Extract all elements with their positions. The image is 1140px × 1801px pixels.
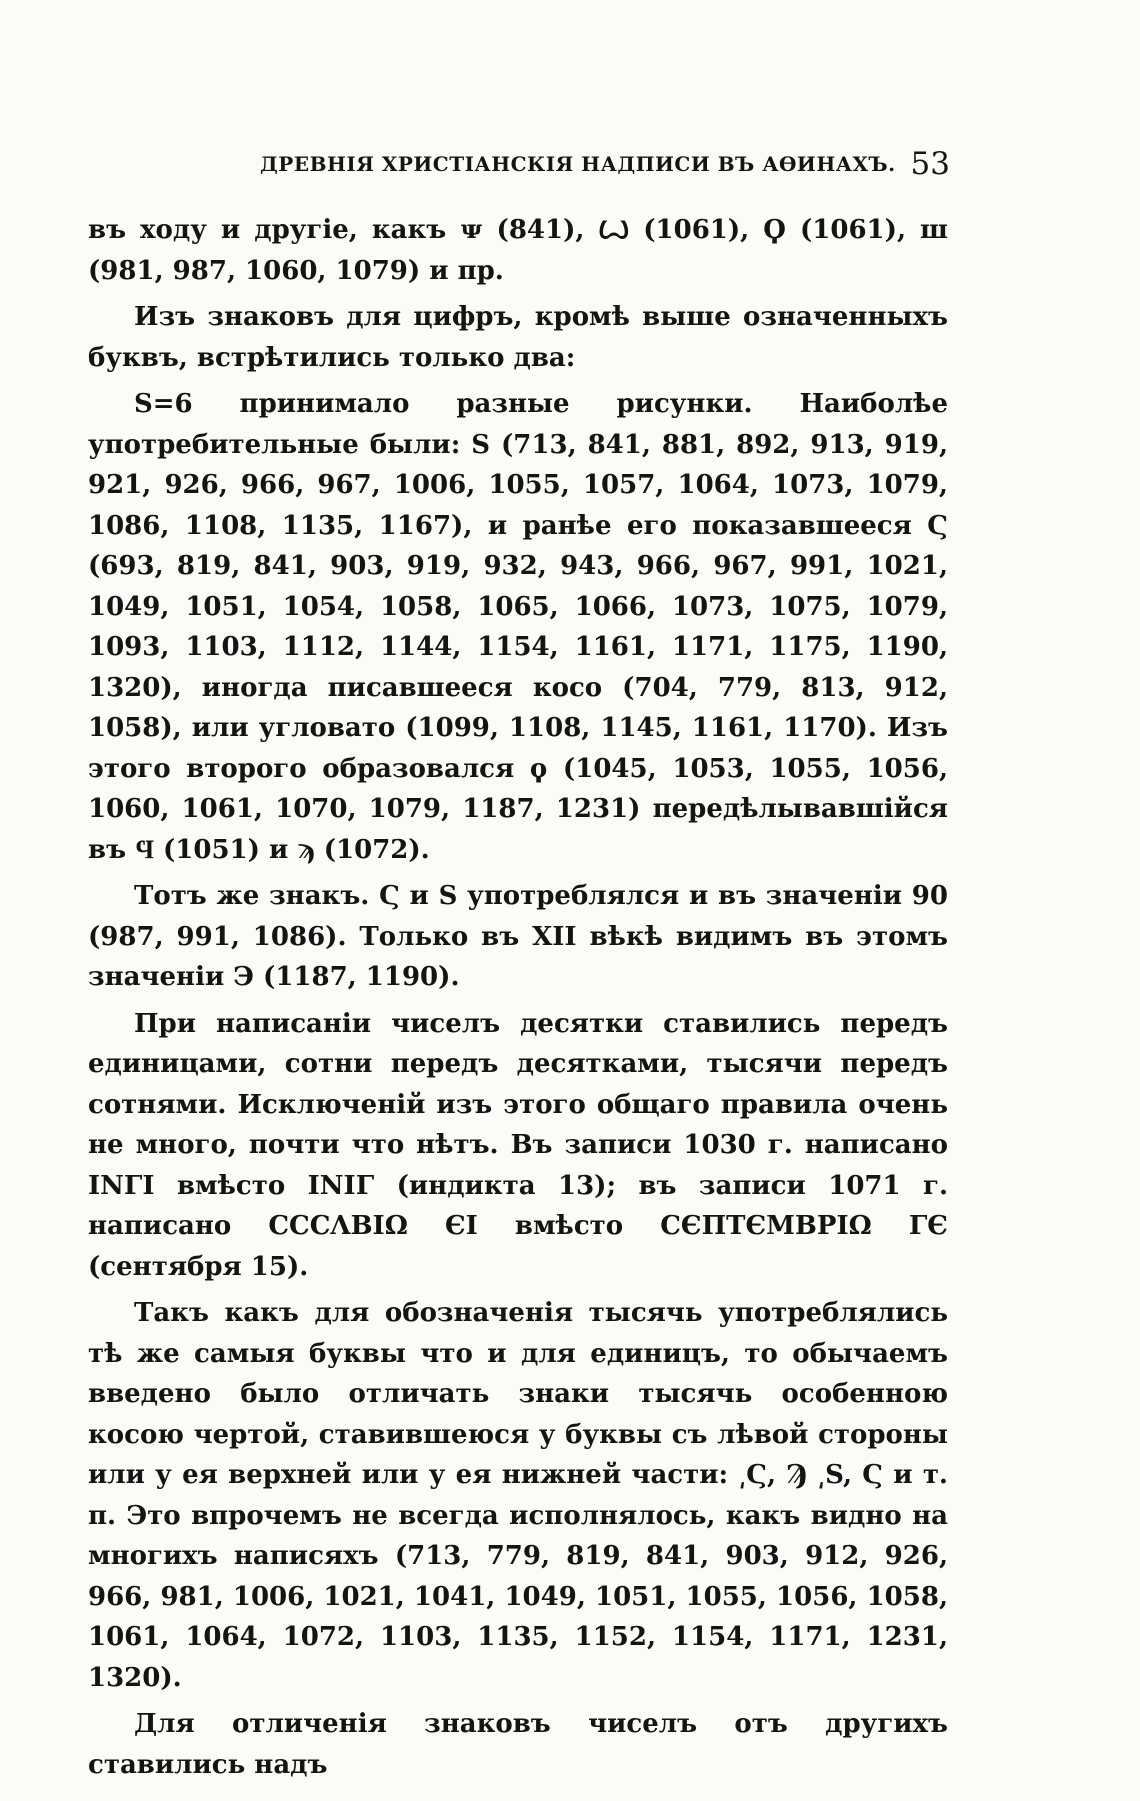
- running-title: ДРЕВНІЯ ХРИСТІАНСКІЯ НАДПИСИ ВЪ АѲИНАХЪ.: [260, 152, 896, 176]
- paragraph-1: въ ходу и другіе, какъ ᴪ (841), Ꙍ (1061), Ϙ (1061), ш (981, 987, 1060, 1079) и пр.: [88, 215, 948, 286]
- paragraph-3: S=6 принимало разные рисунки. Наиболѣе употребительные были: S (713, 841, 881, 892, 913, 919, 921, 926, 966, 967, 1006, 1055, 1057, 1064, 1073, 1079, 1086, 1108, 1135, 1167), и ранѣе его показавшееся Ϛ (693, 819, 841, 903, 919, 932, 943, 966, 967, 991, 1021, 1049, 1051, 1054, 1058, 1065, 1066, 1073, 1075, 1079, 1093, 1103, 1112, 1144, 1154, 1161, 1171, 1175, 1190, 1320), иногда писавшееся косо (704, 779, 813, 912, 1058), или угловато (1099, 1108, 1145, 1161, 1170). Изъ этого второго образовался ϙ (1045, 1053, 1055, 1056, 1060, 1061, 1070, 1079, 1187, 1231) передѣлывавшійся въ Ϥ (1051) и ϡ (1072).: [88, 389, 948, 865]
- paragraph-5: При написаніи чиселъ десятки ставились передъ единицами, сотни передъ десятками, тысячи передъ сотнями. Исключеній изъ этого общаго правила очень не много, почти что нѣтъ. Въ записи 1030 г. написано ΙΝΓΙ вмѣсто ΙΝΙΓ (индикта 13); въ записи 1071 г. написано CCCΛΒΙΩ ЄΙ вмѣсто CЄΠΤЄΜΒΡΙΩ ΓЄ (сентября 15).: [88, 1008, 948, 1282]
- page-header: [90, 148, 950, 188]
- paragraph-2: Изъ знаковъ для цифръ, кромѣ выше означенныхъ буквъ, встрѣтились только два:: [88, 302, 948, 373]
- paragraph-6: Такъ какъ для обозначенія тысячь употреблялись тѣ же самыя буквы что и для единицъ, то обычаемъ введено было отличать знаки тысячь особенною косою чертой, ставившеюся у буквы съ лѣвой стороны или у ея верхней или у ея нижней части: ͵Ϛ, Ϡ ͵S, Ϛ и т. п. Это впрочемъ не всегда исполнялось, какъ видно на многихъ написяхъ (713, 779, 819, 841, 903, 912, 926, 966, 981, 1006, 1021, 1041, 1049, 1051, 1055, 1056, 1058, 1061, 1064, 1072, 1103, 1135, 1152, 1154, 1171, 1231, 1320).: [88, 1298, 948, 1693]
- page-number: 53: [910, 146, 950, 182]
- page-body: [88, 210, 948, 1791]
- paragraph-4: Тотъ же знакъ. Ϛ и S употреблялся и въ значеніи 90 (987, 991, 1086). Только въ XII вѣкѣ видимъ въ этомъ значеніи Э (1187, 1190).: [88, 881, 948, 992]
- paragraph-7: Для отличенія знаковъ чиселъ отъ другихъ ставились надъ: [88, 1709, 948, 1780]
